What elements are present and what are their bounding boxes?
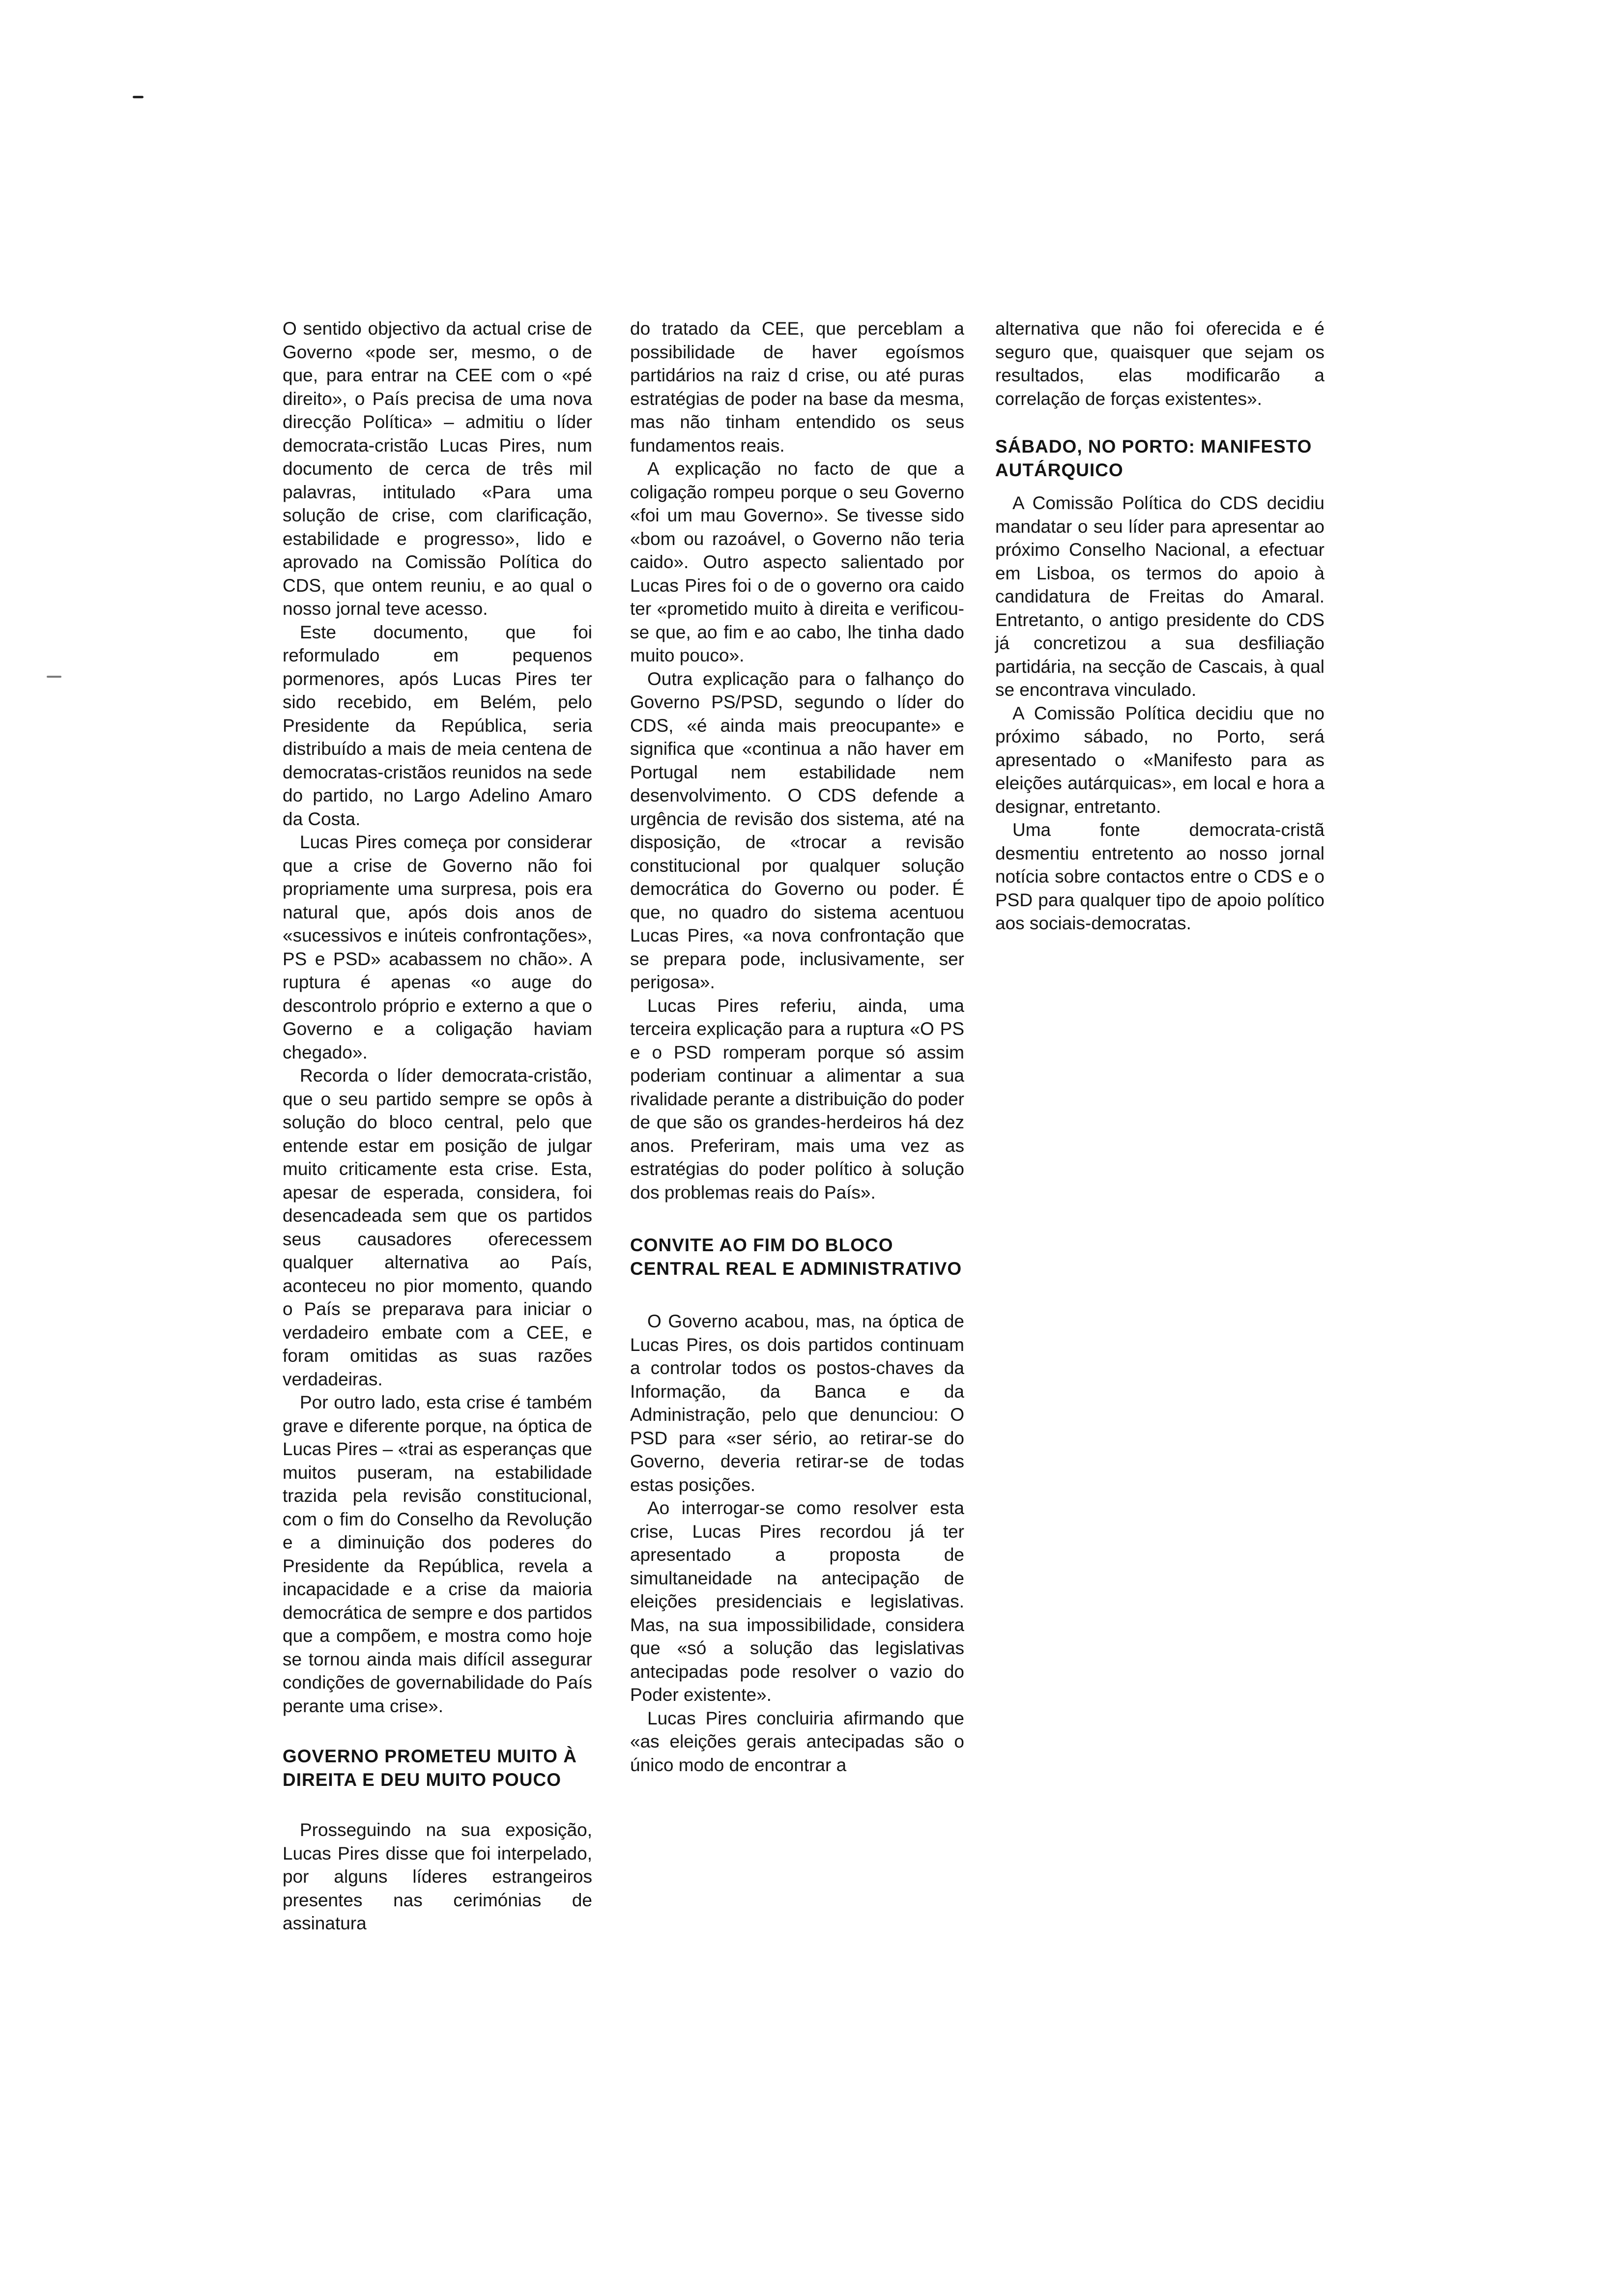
article-column-2 bbox=[630, 317, 964, 1777]
paragraph: A Comissão Política do CDS decidiu mandatar o seu líder para apresentar ao próximo Conselho Nacional, a efectuar em Lisboa, os termos do apoio à candidatura de Freitas do Amaral. Entretanto, o antigo presidente do CDS já concretizou a sua desfiliação partidária, na secção de Cascais, à qual se encontrava vinculado. bbox=[995, 493, 1324, 700]
paragraph: A Comissão Política decidiu que no próximo sábado, no Porto, será apresentado o «Manifesto para as eleições autárquicas», em local e hora a designar, entretanto. bbox=[995, 703, 1324, 817]
article-column-3 bbox=[995, 317, 1324, 935]
paragraph: O sentido objectivo da actual crise de Governo «pode ser, mesmo, o de que, para entrar na CEE com o «pé direito», o País precisa de uma nova direcção Política» – admitiu o líder democrata-cristão Lucas Pires, num documento de cerca de três mil palavras, intitulado «Para uma solução de crise, com clarificação, estabilidade e progresso», lido e aprovado na Comissão Política do CDS, que ontem reuniu, e ao qual o nosso jornal teve acesso. bbox=[283, 318, 592, 619]
paragraph: Lucas Pires concluiria afirmando que «as eleições gerais antecipadas são o único modo de encontrar a bbox=[630, 1708, 964, 1775]
paragraph: Por outro lado, esta crise é também grave e diferente porque, na óptica de Lucas Pires – «trai as esperanças que muitos puseram, na estabilidade trazida pela revisão constitucional, com o fim do Conselho da Revolução e a diminuição dos poderes do Presidente da República, revela a incapacidade e a crise da maioria democrática de sempre e dos partidos que a compõem, e mostra como hoje se tornou ainda mais difícil assegurar condições de governabilidade do País perante uma crise». bbox=[283, 1392, 592, 1716]
paragraph: A explicação no facto de que a coligação rompeu porque o seu Governo «foi um mau Governo». Se tivesse sido «bom ou razoável, o Governo não teria caido». Outro aspecto salientado por Lucas Pires foi o de o governo ora caido ter «prometido muito à direita e verificou-se que, ao fim e ao cabo, lhe tinha dado muito pouco». bbox=[630, 459, 964, 665]
paragraph: Ao interrogar-se como resolver esta crise, Lucas Pires recordou já ter apresentado a proposta de simultaneidade na antecipação de eleições presidenciais e legislativas. Mas, na sua impossibilidade, considera que «só a solução das legislativas antecipadas pode resolver o vazio do Poder existente». bbox=[630, 1498, 964, 1705]
paragraph: O Governo acabou, mas, na óptica de Lucas Pires, os dois partidos continuam a controlar todos os postos-chaves da Informação, da Banca e da Administração, pelo que denunciou: O PSD para «ser sério, ao retirar-se do Governo, deveria retirar-se de todas estas posições. bbox=[630, 1311, 964, 1495]
section-heading: GOVERNO PROMETEU MUITO À DIREITA E DEU MUITO POUCO bbox=[283, 1746, 577, 1790]
section-heading: SÁBADO, NO PORTO: MANIFESTO AUTÁRQUICO bbox=[995, 436, 1312, 480]
paragraph: Outra explicação para o falhanço do Governo PS/PSD, segundo o líder do CDS, «é ainda mais preocupante» e significa que «continua a não haver em Portugal nem estabilidade nem desenvolvimento. O CDS defende a urgência de revisão dos sistema, até na disposição, de «trocar a revisão constitucional por qualquer solução democrática do Governo ou poder. É que, no quadro do sistema acentuou Lucas Pires, «a nova confrontação que se prepara pode, inclusivamente, ser perigosa». bbox=[630, 668, 964, 992]
article-column-1 bbox=[283, 317, 592, 1935]
paragraph: Recorda o líder democrata-cristão, que o seu partido sempre se opôs à solução do bloco central, pelo que entende estar em posição de julgar muito criticamente esta crise. Esta, apesar de esperada, considera, foi desencadeada sem que os partidos seus causadores oferecessem qualquer alternativa ao País, aconteceu no pior momento, quando o País se preparava para iniciar o verdadeiro embate com a CEE, e foram omitidas as suas razões verdadeiras. bbox=[283, 1065, 592, 1389]
paragraph: Lucas Pires começa por considerar que a crise de Governo não foi propriamente uma surpresa, pois era natural que, após dois anos de «sucessivos e inúteis confrontações», PS e PSD» acabassem no chão». A ruptura é apenas «o auge do descontrolo próprio e externo a que o Governo e a coligação haviam chegado». bbox=[283, 832, 592, 1062]
paragraph: Este documento, que foi reformulado em pequenos pormenores, após Lucas Pires ter sido recebido, em Belém, pelo Presidente da República, seria distribuído a mais de meia centena de democratas-cristãos reunidos na sede do partido, no Largo Adelino Amaro da Costa. bbox=[283, 622, 592, 829]
paragraph: do tratado da CEE, que perceblam a possibilidade de haver egoísmos partidários na raiz d crise, ou até puras estratégias de poder na base da mesma, mas não tinham entendido os seus fundamentos reais. bbox=[630, 318, 964, 456]
paragraph: Prosseguindo na sua exposição, Lucas Pires disse que foi interpelado, por alguns líderes estrangeiros presentes nas cerimónias de assinatura bbox=[283, 1820, 592, 1933]
section-heading: CONVITE AO FIM DO BLOCO CENTRAL REAL E ADMINISTRATIVO bbox=[630, 1235, 962, 1279]
paragraph: alternativa que não foi oferecida e é seguro que, quaisquer que sejam os resultados, elas modificarão a correlação de forças existentes». bbox=[995, 318, 1324, 409]
paragraph: Lucas Pires referiu, ainda, uma terceira explicação para a ruptura «O PS e o PSD romperam porque só assim poderiam continuar a alimentar a sua rivalidade perante a distribuição do poder de que são os grandes-herdeiros há dez anos. Preferiram, mais uma vez as estratégias do poder político à solução dos problemas reais do País». bbox=[630, 995, 964, 1203]
scan-mark bbox=[133, 96, 144, 98]
paragraph: Uma fonte democrata-cristã desmentiu entretento ao nosso jornal notícia sobre contactos entre o CDS e o PSD para qualquer tipo de apoio político aos sociais-democratas. bbox=[995, 820, 1324, 933]
scan-mark bbox=[47, 676, 61, 678]
